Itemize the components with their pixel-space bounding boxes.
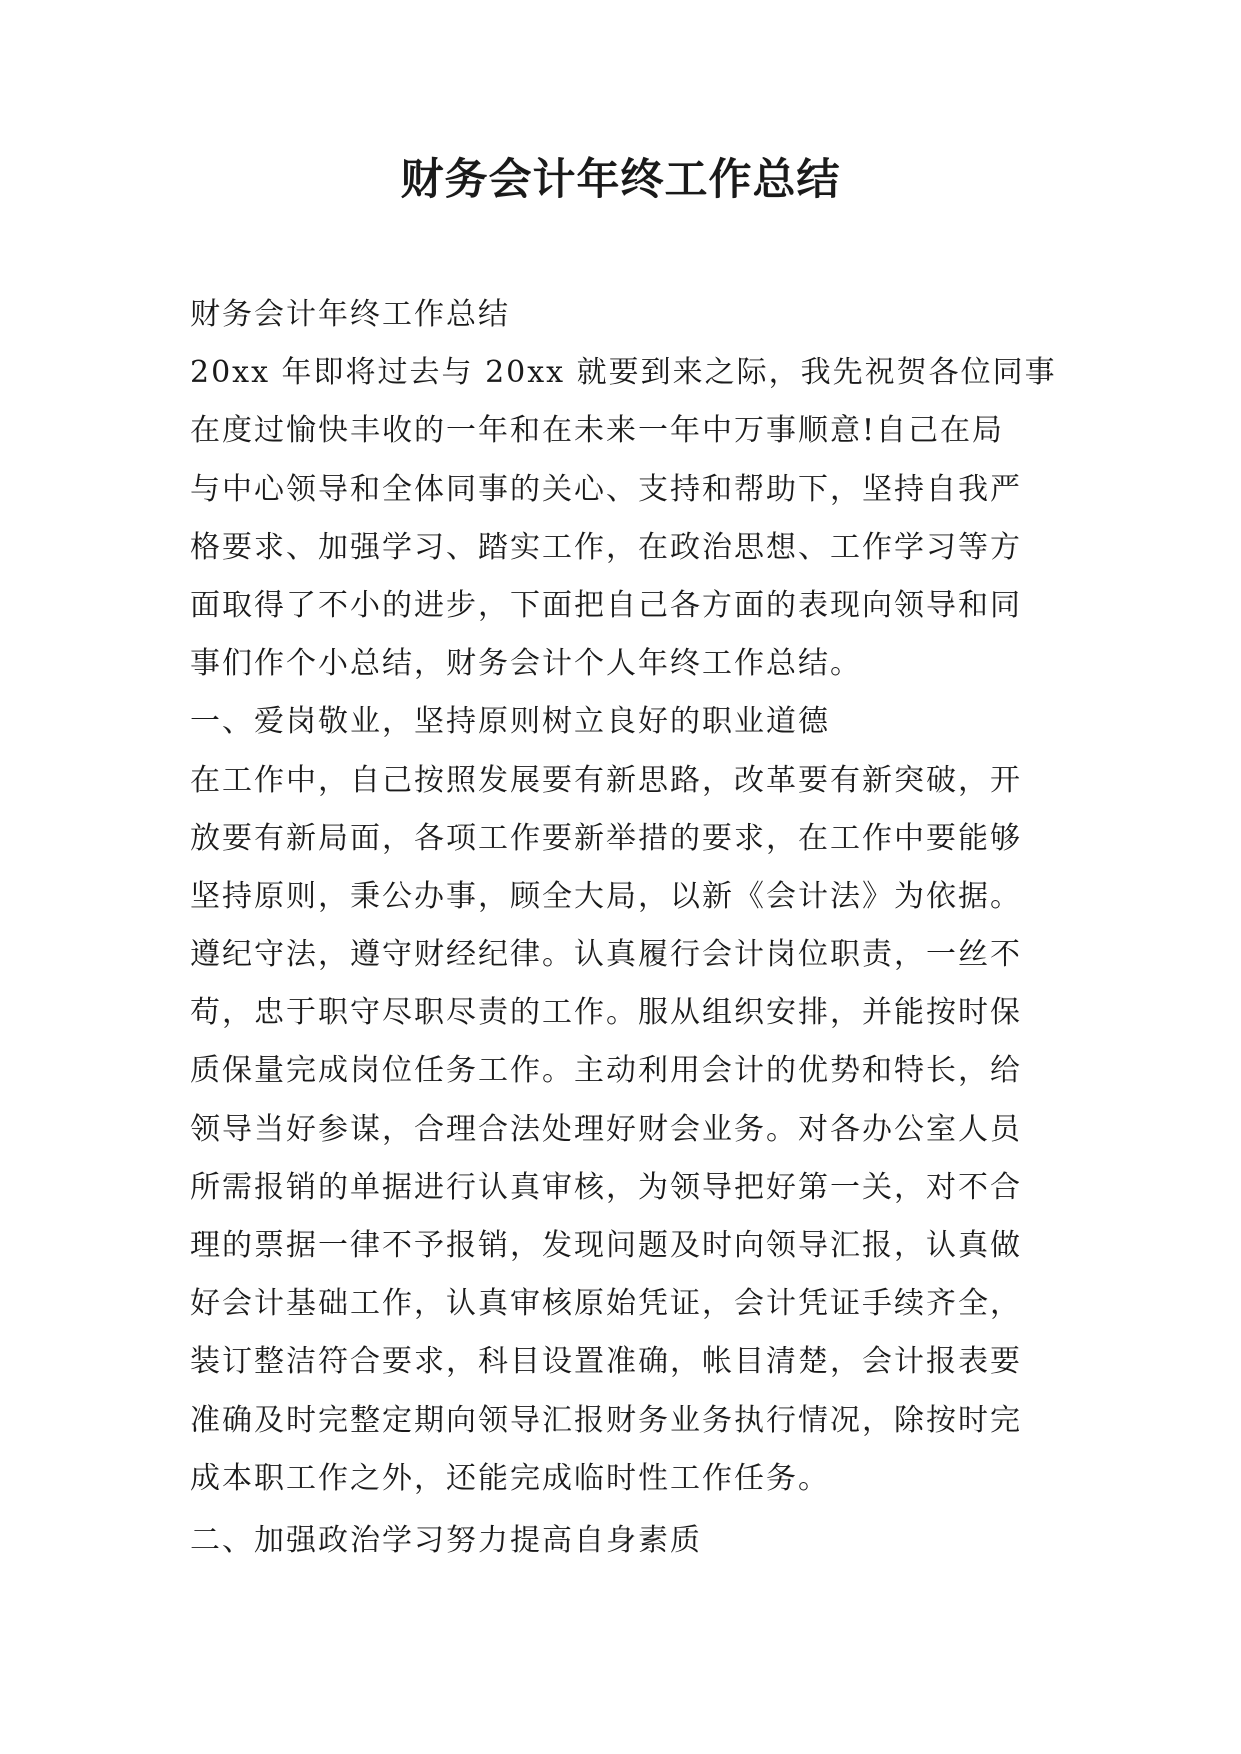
body-line: 理的票据一律不予报销，发现问题及时向领导汇报，认真做 [190, 1228, 1022, 1263]
body-line: 所需报销的单据进行认真审核，为领导把好第一关，对不合 [190, 1169, 1022, 1205]
body-line: 质保量完成岗位任务工作。主动利用会计的优势和特长，给 [190, 1053, 1022, 1089]
body-line: 装订整洁符合要求，科目设置准确，帐目清楚，会计报表要 [190, 1344, 1022, 1380]
body-line: 放要有新局面，各项工作要新举措的要求，在工作中要能够 [190, 820, 1022, 856]
document-title: 财务会计年终工作总结 [400, 155, 841, 205]
body-line: 格要求、加强学习、踏实工作，在政治思想、工作学习等方 [190, 529, 1022, 565]
section-heading: 二、加强政治学习努力提高自身素质 [190, 1522, 702, 1558]
body-line: 好会计基础工作，认真审核原始凭证，会计凭证手续齐全， [190, 1286, 1022, 1322]
body-line: 苟，忠于职守尽职尽责的工作。服从组织安排，并能按时保 [190, 995, 1022, 1031]
body-line: 准确及时完整定期向领导汇报财务业务执行情况，除按时完 [190, 1402, 1022, 1438]
body-line: 事们作个小总结，财务会计个人年终工作总结。 [190, 646, 862, 682]
body-line: 在度过愉快丰收的一年和在未来一年中万事顺意!自己在局 [190, 413, 1005, 449]
section-heading: 一、爱岗敬业，坚持原则树立良好的职业道德 [190, 704, 830, 740]
body-line: 成本职工作之外，还能完成临时性工作任务。 [190, 1460, 830, 1496]
body-line: 财务会计年终工作总结 [190, 297, 510, 332]
body-line: 遵纪守法，遵守财经纪律。认真履行会计岗位职责，一丝不 [190, 937, 1022, 973]
body-line: 在工作中，自己按照发展要有新思路，改革要有新突破，开 [190, 762, 1022, 798]
document-body [190, 286, 1057, 1570]
body-line: 面取得了不小的进步，下面把自己各方面的表现向领导和同 [190, 587, 1022, 623]
body-line: 20xx 年即将过去与 20xx 就要到来之际，我先祝贺各位同事 [190, 355, 1057, 391]
body-line: 坚持原则，秉公办事，顾全大局，以新《会计法》为依据。 [190, 878, 1022, 914]
body-line: 领导当好参谋，合理合法处理好财会业务。对各办公室人员 [190, 1111, 1022, 1147]
body-line: 与中心领导和全体同事的关心、支持和帮助下，坚持自我严 [190, 471, 1022, 507]
